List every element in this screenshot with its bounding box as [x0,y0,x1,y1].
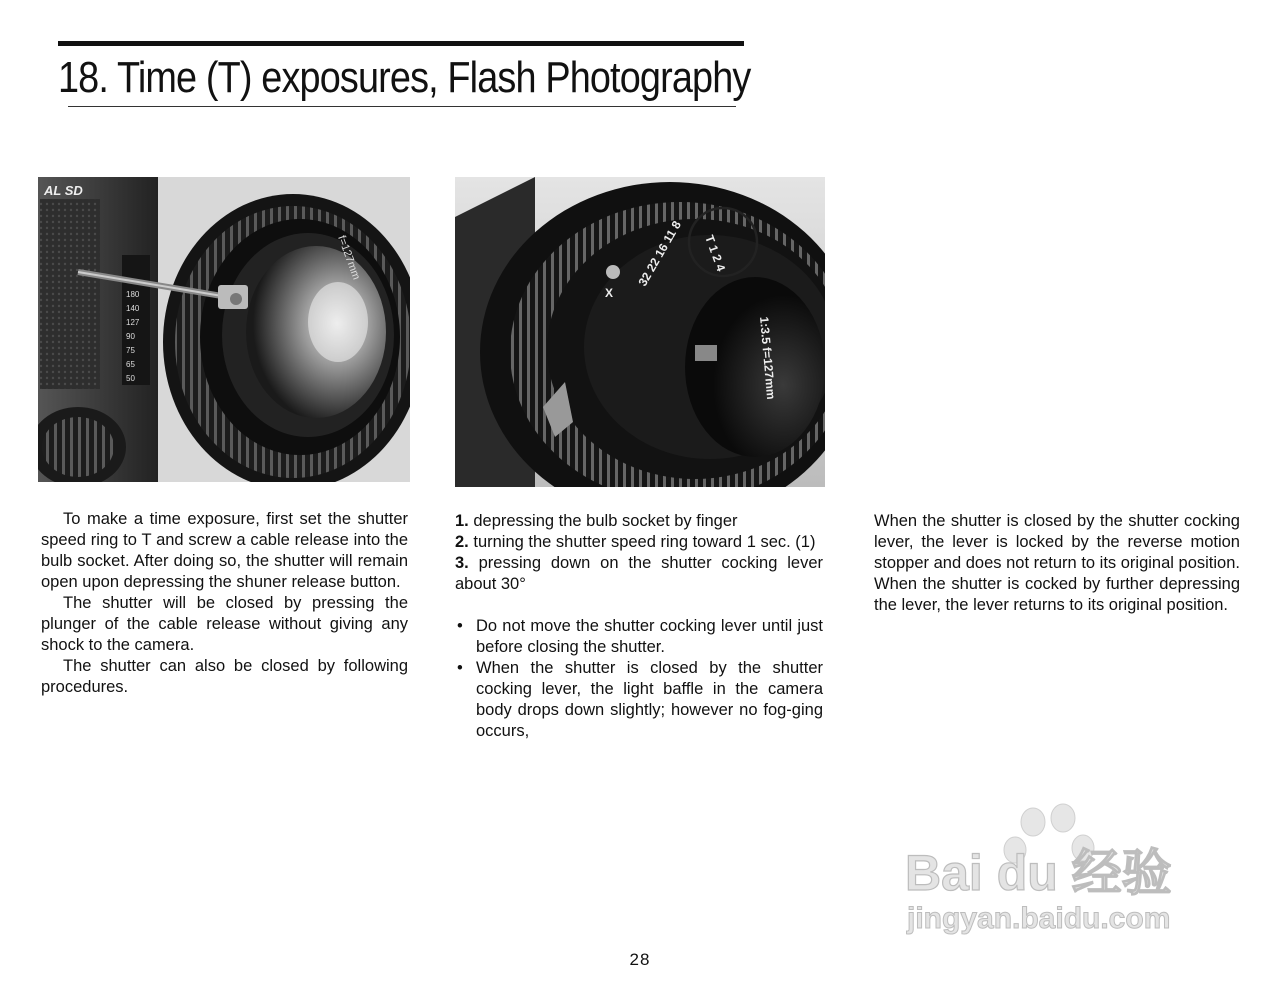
step-text: depressing the bulb socket by finger [473,512,738,530]
step-item [455,511,823,532]
watermark-url: jingyan.baidu.com [907,902,1171,935]
step-item [455,532,823,553]
bullet-item [455,658,823,742]
title-rule-top [58,41,744,46]
photo-lens-close-up [455,177,825,487]
bullet-dot-icon: • [457,617,463,635]
speed-marks: T 1 2 4 [702,233,729,274]
photo-cable-release [38,177,410,482]
step-text: pressing down on the shutter cocking lever about 30° [455,554,823,593]
paw-logo-icon [905,800,1205,940]
lens-marking: 1:3.5 f=127mm [757,316,779,401]
paragraph: The shutter will be closed by pressing the plunger of the cable release without giving any shock to the camera. [41,594,408,654]
paragraph: To make a time exposure, first set the shutter speed ring to T and screw a cable release into the bulb socket. After doing so, the shutter will remain open upon depressing the shuner release button. [41,510,408,591]
step-number: 3. [455,554,469,572]
bullet-text: Do not move the shutter cocking lever until just before closing the shutter. [476,617,823,656]
speed-scale-label: 180 [126,290,140,299]
aperture-scale: 32 22 16 11 8 [635,218,684,289]
camera-lens-photo-icon [38,177,410,482]
speed-scale-label: 65 [126,360,135,369]
paragraph: The shutter can also be closed by following procedures. [41,657,408,696]
bullet-text: When the shutter is closed by the shutter cocking lever, the light baffle in the camera body drops down slightly; however no fog-ging occurs, [476,659,823,740]
middle-text-column [455,511,823,742]
speed-scale-label: 90 [126,332,135,341]
right-text-column [874,511,1240,616]
flash-mark: X [605,286,614,300]
watermark-brand: Bai du 经验 [905,845,1172,901]
speed-scale-label: 127 [126,318,140,327]
title-rule-bottom [68,106,736,107]
left-text-column [41,509,408,698]
page-number: 28 [629,950,651,969]
lens-marking: f=127mm [335,233,363,282]
speed-scale-label: 140 [126,304,140,313]
bullet-item [455,616,823,658]
step-text: turning the shutter speed ring toward 1 sec. (1) [473,533,816,551]
step-number: 2. [455,533,469,551]
camera-lens-photo-icon [455,177,825,487]
speed-scale-label: 50 [126,374,135,383]
page-title: 18. Time (T) exposures, Flash Photography [58,53,751,102]
step-item [455,553,823,595]
camera-badge: AL SD [44,183,83,198]
paragraph-text: When the shutter is closed by the shutter cocking lever, the lever is locked by the reverse motion stopper and does not return to its original position. When the shutter is cocked by further depressing the lever, the lever returns to its original position. [874,512,1240,614]
paragraph [874,511,1240,616]
step-number: 1. [455,512,469,530]
bullet-dot-icon: • [457,659,463,677]
baidu-watermark [905,800,1205,940]
speed-scale-label: 75 [126,346,135,355]
